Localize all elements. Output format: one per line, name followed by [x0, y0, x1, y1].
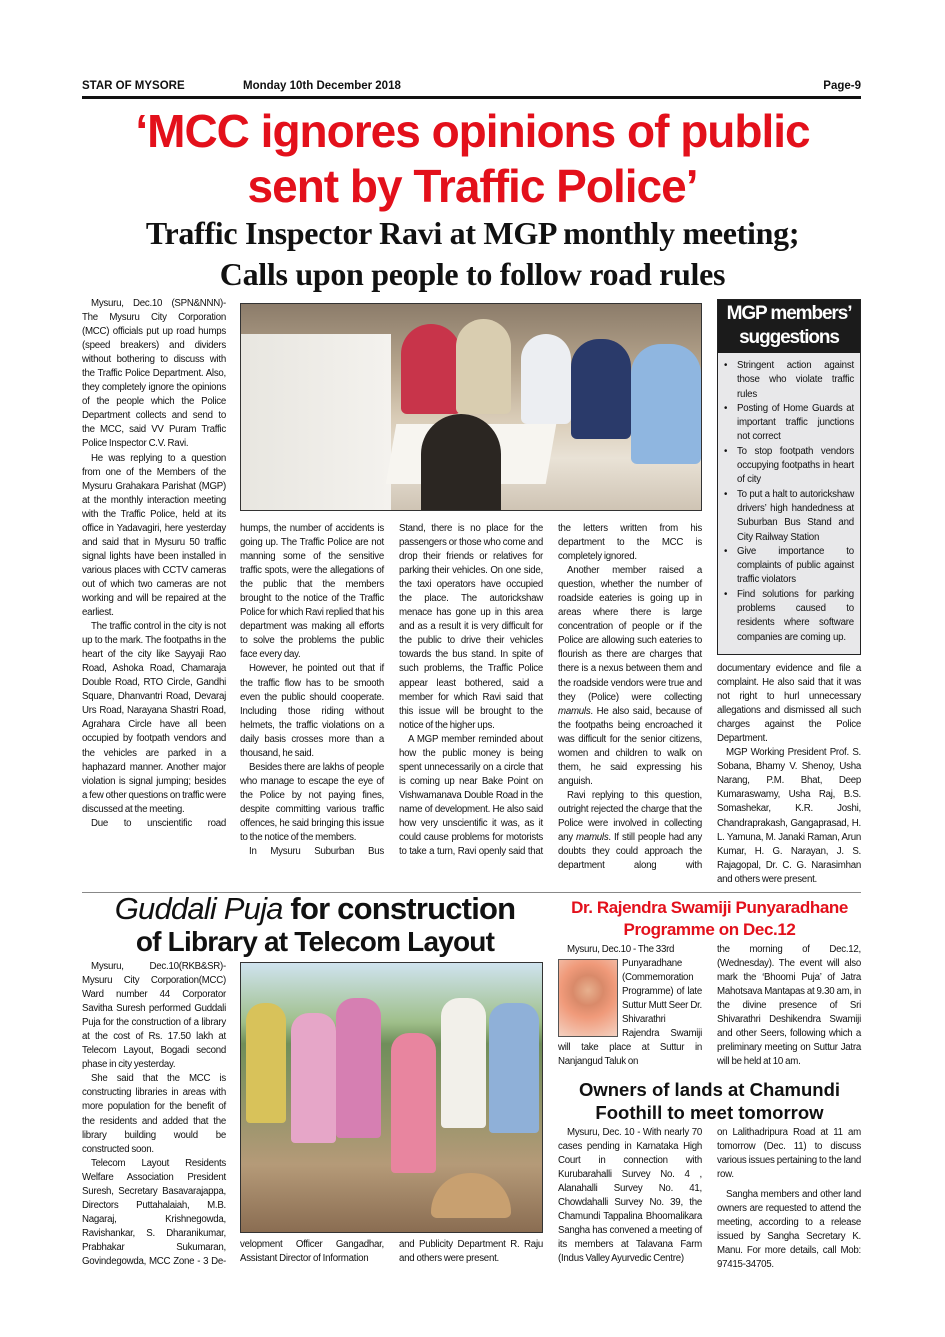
- paragraph: Punyaradhane (Commemoration Programme) of late Suttur Mutt Seer Dr. Shivarathri Rajendra Swamiji will take place at Suttur in Nanjangud Taluk on: [558, 958, 702, 1068]
- paragraph: She said that the MCC is constructing libraries in areas with more population for the benefit of the residents and added that the library building would be constructed soon.: [82, 1073, 226, 1155]
- puja-column-2: velopment Officer Gangadhar, Assistant Director of Information: [240, 1239, 384, 1265]
- puja-column-3: and Publicity Department R. Raju and others were present.: [399, 1239, 543, 1265]
- paragraph: the letters written from his department to the MCC is completely ignored.: [558, 523, 702, 563]
- issue-date: Monday 10th December 2018: [243, 80, 401, 92]
- lead-column-2: [240, 522, 384, 859]
- lead-column-5: [717, 662, 861, 887]
- owners-headline: [550, 1078, 869, 1124]
- headline-line-1: ‘MCC ignores opinions of public: [135, 105, 810, 157]
- owners-column-1: [558, 1126, 702, 1266]
- newspaper-name: STAR OF MYSORE: [82, 80, 185, 92]
- lead-headline: [0, 104, 945, 214]
- text: Another member raised a question, whether the number of roadside eateries is going up in areas where there is large concentration of people or if the Police are allowing such eateries to flourish as there are charges that there is a nexus between them and the roadside vendors were true and they (Police) were collecting: [558, 565, 702, 703]
- sidebar-title: [718, 300, 860, 353]
- paragraph: A MGP member reminded about how the public money is being spent unnecessarily on a circle that is coming up near Bake Point on Vishwamanava Double Road in the name of development. He also said how very unscientific it was, as it could cause problems for motorists to take a turn, Ravi openly said that: [399, 733, 543, 858]
- swamiji-column-2: the morning of Dec.12, (Wednesday). The event will also mark the ‘Bhoomi Puja’ of Jatra Mahotsava Mantapas at 9.30 am, in the divine presence of Sri Shivarathri Deshikendra Swamiji and other Seers, following which a preliminary meeting on Suttur Jatra will be held at 10 am.: [717, 944, 861, 1068]
- paragraph: Besides there are lakhs of people who manage to escape the eye of the Police by not paying fines, despite committing various traffic offences, he said bringing this issue to the notice of the members.: [240, 761, 384, 844]
- puja-headline: [50, 892, 580, 958]
- text: . If still people had any doubts they could approach the department along with: [558, 832, 702, 872]
- paragraph: Mysuru, Dec.10 (SPN&NNN)- The Mysuru City Corporation (MCC) officials put up road humps (speed breakers) and dividers without bothering to discuss with the Traffic Police Department. Also, they completely ignore the opinions of the people which the Police Department collects and send to the MCC, said VV Puram Traffic Police Inspector C.V. Ravi.: [82, 298, 226, 450]
- lead-column-1: [82, 297, 226, 831]
- swamiji-column-1: [558, 943, 702, 1069]
- puja-headline-line-1: [50, 892, 580, 925]
- swamiji-portrait: [558, 959, 618, 1037]
- puja-headline-line-2: of Library at Telecom Layout: [135, 926, 495, 957]
- paragraph: Stand, there is no place for the passengers or those who come and drop their friends or relatives for parking their vehicles. On one side, the taxi operators have occupied the place. The autorickshaw menace has gone up in this area and as a result it is very difficult for the public to drive their vehicles towards the bus stand. In spite of such problems, the Traffic Police appear least bothered, said a member for which Ravi said that this issue will be brought to the notice of the higher ups.: [399, 523, 543, 731]
- paragraph: Sangha members and other land owners are requested to attend the meeting, according to a release issued by Sangha Secretary K. Manu. For more details, call Mob: 97415-34705.: [717, 1189, 861, 1271]
- owners-headline-line-2: Foothill to meet tomorrow: [595, 1102, 824, 1123]
- subhead-line-1: Traffic Inspector Ravi at MGP monthly meeting;: [145, 215, 800, 251]
- list-item: • To put a halt to autorickshaw drivers’ high handedness at Suburban Bus Stand and City Railway Station: [722, 488, 854, 545]
- meeting-photo: [240, 303, 702, 511]
- text: for construction: [282, 891, 516, 926]
- italic-term: mamuls: [558, 705, 591, 717]
- paragraph: [558, 789, 702, 873]
- list-item: • To stop footpath vendors occupying footpaths in heart of city: [722, 445, 854, 488]
- owners-column-2: [717, 1126, 861, 1272]
- masthead-rule: [82, 96, 861, 99]
- lead-column-3: [399, 522, 543, 859]
- lead-column-4: [558, 522, 702, 873]
- paragraph: humps, the number of accidents is going up. The Traffic Police are not manning some of the sensitive traffic spots, were the allegations of the public that the members brought to the notice of the Traffic Police for which Ravi replied that his department was making all efforts to solve the problems the public face every day.: [240, 523, 384, 661]
- suggestions-list: [718, 353, 860, 645]
- swamiji-headline-line-2: Programme on Dec.12: [623, 920, 796, 939]
- paragraph: However, he pointed out that if the traffic flow has to be smooth even the public should cooperate. Including those riding without helmets, the traffic violations on a daily basis crosses more than a thousand, he said.: [240, 663, 384, 759]
- paragraph: MGP Working President Prof. S. Sobana, Bhamy V. Shenoy, Usha Narang, P.M. Bhat, Deep Kumaraswamy, Usha Raj, B.S. Somashekar, K.R. Joshi, Chandraprakash, Gangaprasad, H. L. Yamuna, M. Janaki Raman, Arun Kumar, H. G. Narayan, J. S. Rajagopal, Dr. C. G. Narasimhan and others were present.: [717, 747, 861, 885]
- list-item: • Stringent action against those who violate traffic rules: [722, 359, 854, 402]
- swamiji-headline-line-1: Dr. Rajendra Swamiji Punyaradhane: [571, 898, 848, 917]
- paragraph: [558, 564, 702, 789]
- lead-subheadline: [0, 213, 945, 295]
- italic-term: mamuls: [576, 832, 609, 844]
- paragraph: The traffic control in the city is not up to the mark. The footpaths in the heart of the city like Sayyaji Rao Road, Ashoka Road, Chamaraja Double Road, RTO Circle, Gandhi Square, Dhanvantri Road, Devaraj Urs Road, Narayana Shastri Road, Agrahara Circle have all been occupied by footpath vendors and the vehicles are parked in a haphazard manner. Another major violation is signal jumping; besides a few other questions on traffic were discussed at the meeting.: [82, 621, 226, 815]
- owners-headline-line-1: Owners of lands at Chamundi: [578, 1079, 841, 1100]
- guddali-puja-photo: [240, 962, 543, 1233]
- text: . He also said, because of the footpaths being encroached it was difficult for the senior citizens, women and children to walk on them, he said expressing his anguish.: [558, 705, 702, 787]
- paragraph: Mysuru, Dec.10(RKB&SR)- Mysuru City Corporation(MCC) Ward number 44 Corporator Savitha Suresh performed Guddali Puja for the construction of a library at the cost of Rs. 17.50 lakh at Telecom Layout, Bogadi second phase in city yesterday.: [82, 961, 226, 1071]
- list-item: • Find solutions for parking problems caused to residents where software companies are coming up.: [722, 588, 854, 645]
- subhead-line-2: Calls upon people to follow road rules: [219, 256, 726, 292]
- paragraph: on Lalithadripura Road at 11 am tomorrow (Dec. 11) to discuss various issues pertaining to the land row.: [717, 1127, 861, 1181]
- italic-term: Guddali Puja: [114, 891, 283, 926]
- list-item: • Posting of Home Guards at important traffic junctions not correct: [722, 402, 854, 445]
- paragraph: In Mysuru Suburban Bus: [249, 846, 384, 858]
- puja-column-1: [82, 960, 226, 1269]
- paragraph: Mysuru, Dec. 10 - With nearly 70 cases pending in Karnataka High Court in connection with Kurubarahalli Survey No. 4 , Alanahalli Survey No. 41, Chowdahalli Survey No. 39, the Chamundi Tappalina Bhoomalikara Sangha has convened a meeting of its members at Talavana Farm (Indus Valley Ayurvedic Centre): [558, 1127, 702, 1265]
- page-number: Page-9: [823, 80, 861, 92]
- headline-line-2: sent by Traffic Police’: [247, 160, 698, 212]
- text: Ravi replying to this question, outright rejected the charge that the Police were involved in collecting any: [558, 789, 702, 844]
- paragraph: He was replying to a question from one of the Members of the Mysuru Grahakara Parishat (MGP) at the monthly interaction meeting with the Traffic Police, held at its office in Yadavagiri, here yesterday and said that in Mysuru 50 traffic signal lights have been installed in various places with CCTV cameras out of which two cameras are not working and will be repaired at the earliest.: [82, 452, 226, 619]
- sidebar-title-line-2: suggestions: [739, 327, 839, 348]
- list-item: • Give importance to complaints of public against traffic violators: [722, 545, 854, 588]
- paragraph: Mysuru, Dec.10 - The 33rd: [567, 944, 675, 955]
- paragraph: Due to unscientific road: [91, 817, 226, 829]
- swamiji-headline: [550, 897, 869, 941]
- suggestions-sidebar: [717, 299, 861, 655]
- paragraph: documentary evidence and file a complaint. He also said that it was not right to hurl unnecessary allegations and dismissed all such charges against the Police Department.: [717, 663, 861, 745]
- paragraph: Telecom Layout Residents Welfare Association President Suresh, Secretary Basavarajappa, Directors Puttahalaiah, M.B. Nagaraj, Krishnegowda, Ravishankar, S. Dharanikumar, Prabhakar Sukumaran, Govindegowda, MCC Zone - 3 De-: [82, 1157, 226, 1267]
- sidebar-title-line-1: MGP members’: [726, 303, 852, 324]
